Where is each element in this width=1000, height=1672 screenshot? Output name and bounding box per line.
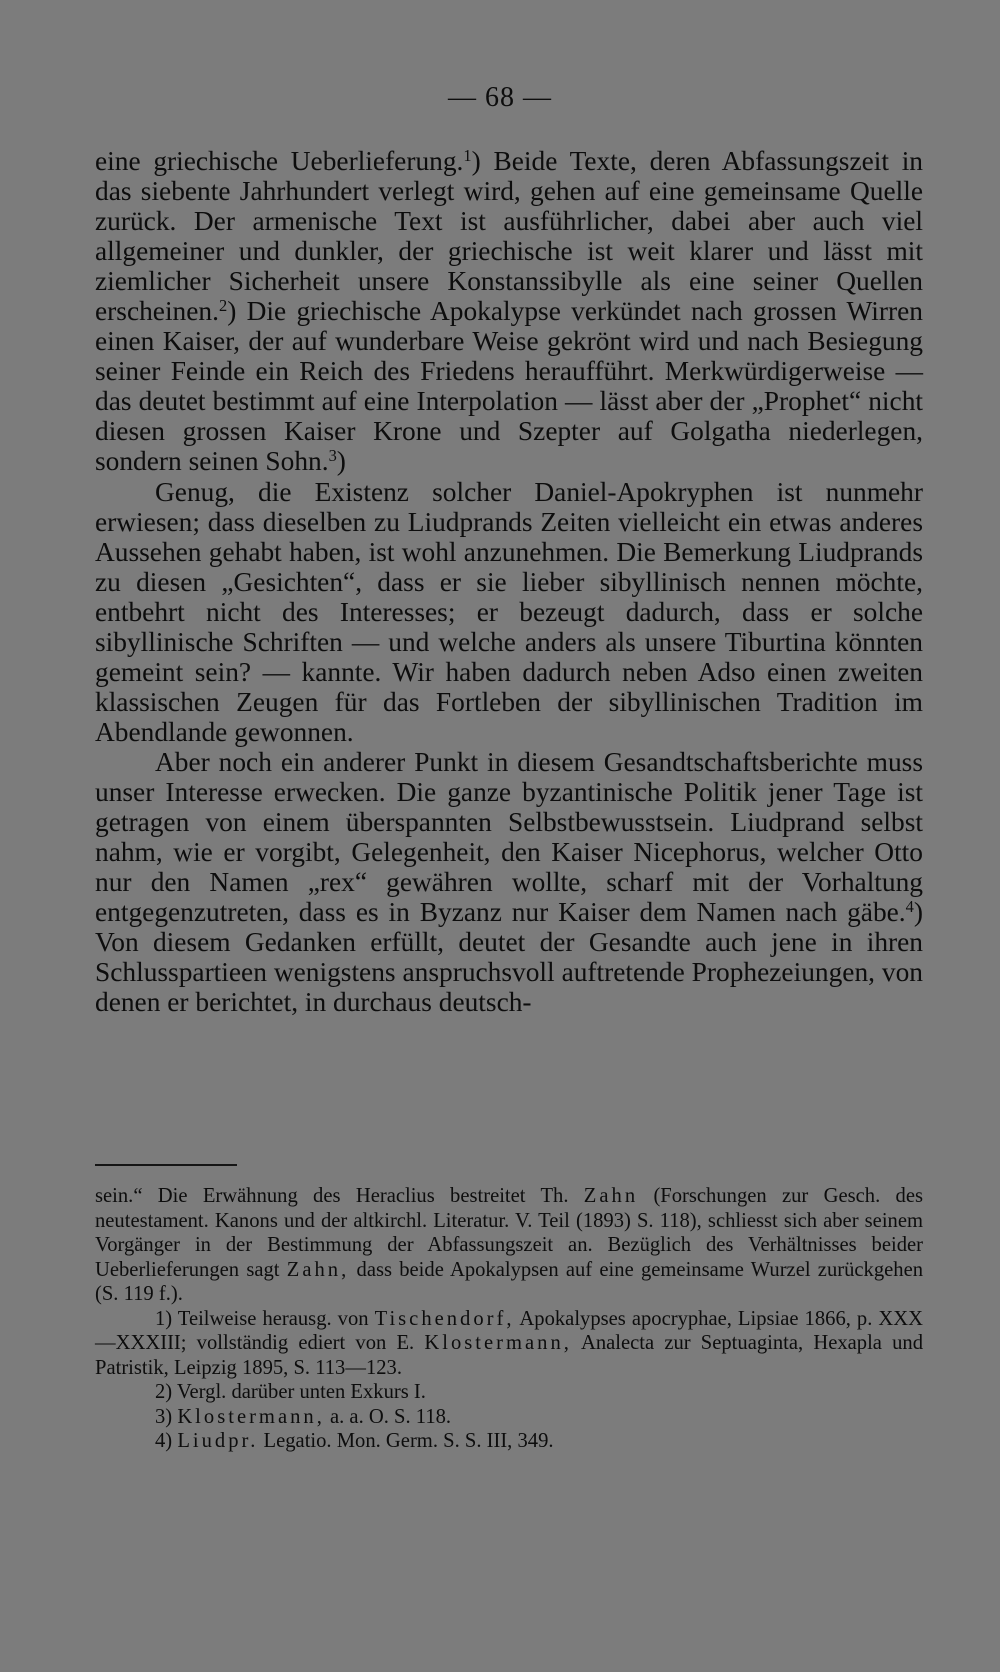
author-name: Zahn	[583, 1185, 639, 1207]
footnotes	[95, 1184, 923, 1454]
text-run: ) Die griechische Apokalypse verkündet nach grossen Wirren einen Kaiser, der auf wunderbare Weise gekrönt wird und nach Besiegung seiner Feinde ein Reich des Friedens heraufführt. Merkwürdigerweise — das deutet bestimmt auf eine Interpolation — lässt aber der „Prophet“ nicht diesen grossen Kaiser Krone und Szepter auf Golgatha niederlegen, sondern seinen Sohn.	[95, 296, 923, 477]
footnote-2: 2) Vergl. darüber unten Exkurs I.	[155, 1381, 426, 1403]
text-run: Apokalypses apocryphae, Lipsiae 1866, p. XXX—XXXIII; vollständig ediert von E.	[95, 1307, 923, 1354]
text-run: (Forschungen zur Gesch. des neutestament. Kanons und der altkirchl. Literatur. V. Teil (1893) S. 118), schliesst sich aber seinem Vorgänger in der Bestimmung der Abfassungszeit an. Bezüglich des Verhältnisses beider Ueberlieferungen sagt	[95, 1185, 923, 1281]
text-run: Aber noch ein anderer Punkt in diesem Gesandtschaftsberichte muss unser Interesse erwecken. Die ganze byzantinische Politik jener Tage ist getragen von einem überspannten Selbstbewusstsein. Liudprand selbst nahm, wie er vorgibt, Gelegenheit, den Kaiser Nicephorus, welcher Otto nur den Namen „rex“ gewähren wollte, scharf mit der Vorhaltung entgegenzutreten, dass es in Byzanz nur Kaiser dem Namen nach gäbe.	[95, 746, 923, 928]
author-name: Liudpr.	[177, 1430, 259, 1452]
footnote-separator	[95, 1164, 237, 1166]
author-name: Tischendorf,	[374, 1307, 515, 1330]
text-run: 3)	[155, 1405, 173, 1428]
text-run: a. a. O. S. 118.	[330, 1405, 452, 1428]
footnote-ref-3: 3	[328, 446, 337, 466]
text-run: eine griechische Ueberlieferung.	[95, 146, 464, 176]
footnote-ref-4: 4	[905, 897, 914, 917]
footnote-1	[95, 1307, 923, 1381]
paragraph-3	[95, 747, 923, 1017]
main-text	[95, 146, 923, 1017]
text-run: 4)	[155, 1430, 173, 1452]
footnote-ref-2: 2	[218, 296, 228, 316]
author-name: Klostermann,	[177, 1405, 325, 1428]
author-name: Klostermann,	[424, 1332, 572, 1354]
footnote-continuation	[95, 1184, 923, 1307]
paragraph-1	[95, 146, 923, 477]
author-name: Zahn,	[286, 1258, 350, 1281]
paragraph-2: Genug, die Existenz solcher Daniel-Apokryphen ist nunmehr erwiesen; dass dieselben zu Liudprands Zeiten vielleicht ein etwas anderes Aussehen gehabt haben, ist wohl anzunehmen. Die Bemerkung Liudprands zu diesen „Gesichten“, dass er sie lieber sibyllinisch nennen möchte, entbehrt nicht des Interesses; er bezeugt dadurch, dass er solche sibyllinische Schriften — und welche anders als unsere Tiburtina könnten gemeint sein? — kannte. Wir haben dadurch neben Adso einen zweiten klassischen Zeugen für das Fortleben der sibyllinischen Tradition im Abendlande gewonnen.	[95, 476, 923, 747]
footnote-ref-1: 1	[463, 145, 472, 165]
text-run: dass beide Apokalypsen auf eine gemeinsame Wurzel zurückgehen (S. 119 f.).	[95, 1258, 924, 1305]
text-run: 1) Teilweise herausg. von	[155, 1307, 369, 1330]
footnote-3	[95, 1405, 923, 1430]
text-run: sein.“ Die Erwähnung des Heraclius bestreitet Th.	[95, 1185, 569, 1207]
text-run: Analecta zur Septuaginta, Hexapla und Patristik, Leipzig 1895, S. 113—123.	[95, 1332, 923, 1379]
page-number: — 68 —	[448, 82, 552, 113]
footnote-4	[95, 1429, 923, 1454]
text-run: ) Beide Texte, deren Abfassungszeit in das siebente Jahrhundert verlegt wird, gehen auf eine gemeinsame Quelle zurück. Der armenische Text ist ausführlicher, dabei aber auch viel allgemeiner und dunkler, der griechische ist weit klarer und lässt mit ziemlicher Sicherheit unsere Konstanssibylle als eine seiner Quellen erscheinen.	[95, 146, 924, 327]
text-run: Legatio. Mon. Germ. S. S. III, 349.	[263, 1430, 554, 1452]
text-run: ) Von diesem Gedanken erfüllt, deutet der Gesandte auch jene in ihren Schlusspartieen wenigstens anspruchsvoll auftretende Prophezeiungen, von denen er berichtet, in durchaus deutsch-	[95, 897, 923, 1018]
text-run: )	[336, 446, 346, 477]
